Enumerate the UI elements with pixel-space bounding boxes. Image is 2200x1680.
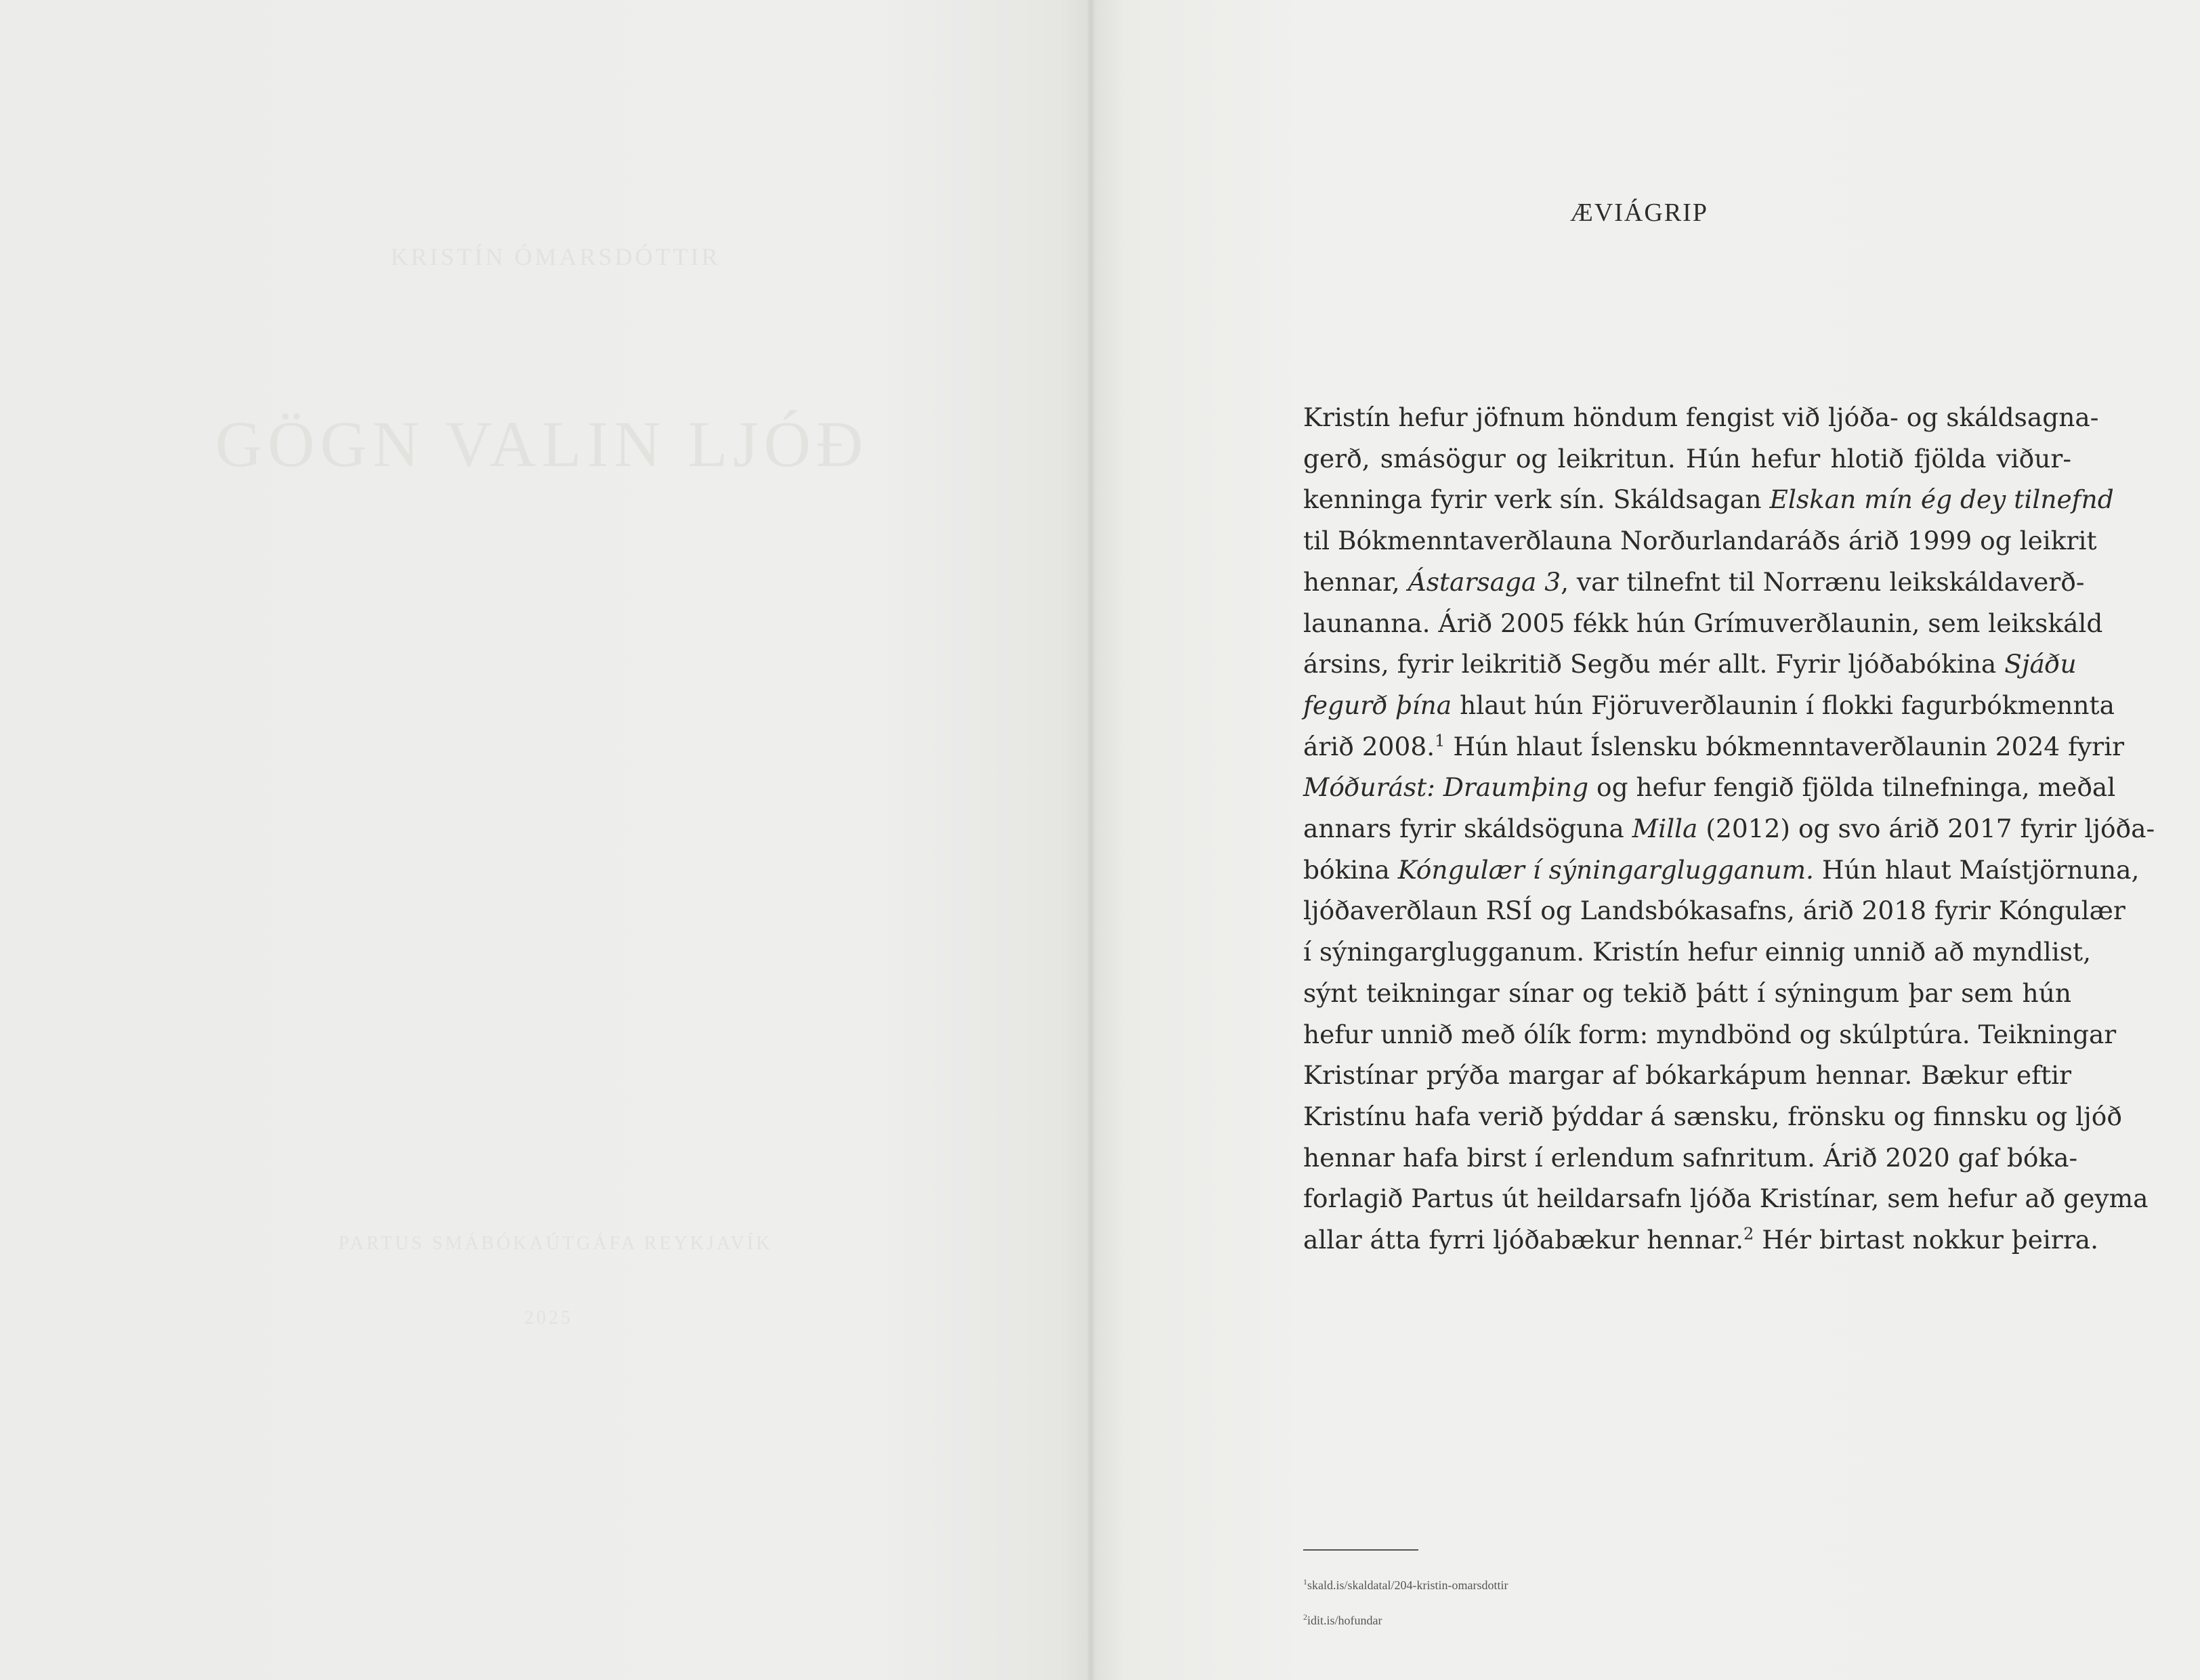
play-title-astarsaga: Ástarsaga 3 [1408, 566, 1561, 597]
text-line: hefur unnið með ólík form: myndbönd og skúlptúra. Teikningar [1303, 1019, 2117, 1049]
text-line: annars fyrir skáldsöguna Milla (2012) og svo árið 2017 fyrir ljóða- [1303, 814, 2155, 844]
text-line: í sýningarglugganum. Kristín hefur einnig unnið að myndlist, [1303, 937, 2092, 967]
text-line: Kristínar prýða margar af bókarkápum hennar. Bækur eftir [1303, 1060, 2071, 1091]
book-title-milla: Milla [1632, 814, 1698, 844]
text-line: til Bókmenntaverðlauna Norðurlandaráðs árið 1999 og leikrit [1303, 526, 2097, 556]
book-title-sjadu: Sjáðu [2004, 649, 2077, 679]
book-title-fegurd: fegurð þína [1303, 690, 1452, 720]
footnote-1: $^1$skald.is/skaldatal/204-kristin-omarsdottir [1303, 1577, 1508, 1592]
book-title-modurast: Móðurást: Draumþing [1303, 772, 1589, 803]
text-line: ljóðaverðlaun RSÍ og Landsbókasafns, árið 2018 fyrir Kóngulær [1303, 896, 2125, 926]
show-through-year: 2025 [524, 1307, 573, 1328]
text-line: bókina Kóngulær í sýningarglugganum. Hún hlaut Maístjörnuna, [1303, 854, 2140, 885]
footnote-1-link: skald.is/skaldatal/204-kristin-omarsdottir [1307, 1578, 1508, 1592]
footnote-divider [1303, 1549, 1418, 1551]
text-line: fegurð þína hlaut hún Fjöruverðlaunin í flokki fagurbókmennta [1303, 690, 2115, 720]
text-line: kenninga fyrir verk sín. Skáldsagan Elskan mín ég dey tilnefnd [1303, 484, 2114, 515]
book-title-elskan: Elskan mín ég dey tilnefnd [1769, 484, 2114, 515]
text-line: hennar hafa birst í erlendum safnritum. Árið 2020 gaf bóka- [1303, 1142, 2078, 1173]
text-line: Kristínu hafa verið þýddar á sænsku, frönsku og finnsku og ljóð [1303, 1101, 2122, 1131]
show-through-title: GÖGN VALIN LJÓÐ [215, 408, 869, 480]
book-gutter [1086, 0, 1096, 1680]
text-line: gerð, smásögur og leikritun. Hún hefur hlotið fjölda viður- [1303, 443, 2071, 474]
book-title-kongulaer: Kóngulær í sýningarglugganum. [1397, 854, 1814, 885]
footnote-2: $^2$idit.is/hofundar [1303, 1612, 1382, 1627]
text-line: árið 2008.$^1$ Hún hlaut Íslensku bókmenntaverðlaunin 2024 fyrir [1303, 731, 2124, 761]
show-through-publisher: PARTUS SMÁBÓKAÚTGÁFA REYKJAVÍK [338, 1233, 773, 1254]
text-line: sýnt teikningar sínar og tekið þátt í sýningum þar sem hún [1303, 978, 2071, 1008]
footnote-ref-1: 1 [1435, 731, 1445, 751]
text-line: allar átta fyrri ljóðabækur hennar.$^2$ Hér birtast nokkur þeirra. [1303, 1224, 2099, 1255]
footnote-2-link: idit.is/hofundar [1307, 1614, 1382, 1627]
footnotes [1303, 1568, 1845, 1638]
text-line: launanna. Árið 2005 fékk hún Grímuverðlaunin, sem leikskáld [1303, 608, 2103, 638]
text-line: hennar, Ástarsaga 3, var tilnefnt til Norrænu leikskáldaverð- [1303, 566, 2085, 597]
show-through-author: KRISTÍN ÓMARSDÓTTIR [390, 243, 721, 270]
text-line: forlagið Partus út heildarsafn ljóða Kristínar, sem hefur að geyma [1303, 1183, 2149, 1214]
page-heading: ÆVIÁGRIP [1570, 198, 1708, 227]
left-page [0, 0, 1092, 1680]
text-line: ársins, fyrir leikritið Segðu mér allt. Fyrir ljóðabókina Sjáðu [1303, 649, 2077, 679]
text-line: Kristín hefur jöfnum höndum fengist við ljóða- og skáldsagna- [1303, 402, 2099, 432]
biography-text [1303, 397, 2155, 1261]
text-line: Móðurást: Draumþing og hefur fengið fjölda tilnefninga, meðal [1303, 772, 2116, 803]
footnote-ref-2: 2 [1743, 1224, 1754, 1244]
